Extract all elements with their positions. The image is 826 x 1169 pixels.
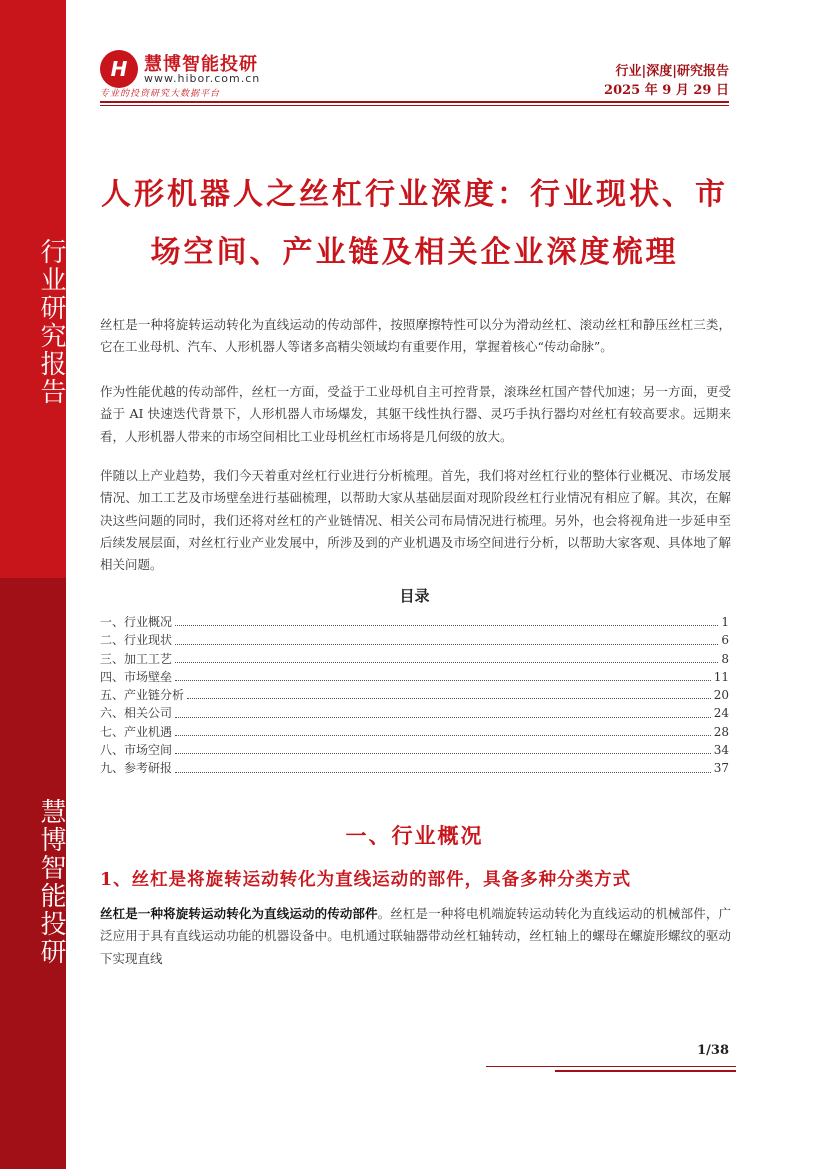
toc-item-label: 三、加工工艺: [100, 651, 173, 666]
toc-leader: [175, 723, 711, 736]
toc-item-label: 一、行业概况: [100, 615, 173, 629]
toc-item[interactable]: [100, 723, 729, 741]
toc-leader: [175, 631, 718, 644]
toc-item-page: 20: [713, 688, 729, 703]
toc-item-page: 8: [721, 651, 729, 666]
page-number: 1/38: [697, 1043, 729, 1058]
toc-item-label: 八、市场空间: [100, 743, 173, 758]
toc-item[interactable]: [100, 668, 729, 686]
sidebar-brand: 慧博智能投研: [36, 798, 66, 966]
report-category: 行业|深度|研究报告: [615, 64, 729, 79]
intro-paragraph-2: 作为性能优越的传动部件，丝杠一方面，受益于工业母机自主可控背景，滚珠丝杠国产替代加速；另一方面，更受益于 AI 快速迭代背景下，人形机器人市场爆发，其躯干线性执行器、灵巧手执行器均对丝杠有较高要求。远期来看，人形机器人带来的市场空间相比工业母机丝杠市场将是几何级的放大。: [100, 384, 731, 444]
toc-item[interactable]: [100, 704, 729, 722]
toc-leader: [175, 759, 711, 772]
toc-item-page: 1: [721, 615, 729, 629]
logo-name: 慧博智能投研: [144, 54, 258, 75]
toc-leader: [175, 741, 711, 754]
header-meta: [604, 62, 729, 100]
toc-item-label: 六、相关公司: [100, 706, 173, 721]
toc-item-page: 24: [713, 706, 729, 721]
toc-item-label: 四、市场壁垒: [100, 669, 173, 684]
toc-item-label: 二、行业现状: [100, 633, 173, 648]
toc-item-label: 七、产业机遇: [100, 724, 173, 739]
sidebar-report-type: 行业研究报告: [36, 238, 66, 406]
toc-item[interactable]: [100, 650, 729, 668]
toc-item[interactable]: [100, 759, 729, 777]
footer-divider-thick: [555, 1070, 736, 1072]
toc-leader: [175, 613, 718, 626]
report-title: 人形机器人之丝杠行业深度：行业现状、市场空间、产业链及相关企业深度梳理: [101, 177, 728, 270]
toc-item-page: 11: [713, 669, 729, 684]
section-body-text: 。丝杠是一种将电机端旋转运动转化为直线运动的机械部件，广泛应用于具有直线运动功能的机器设备中。电机通过联轴器带动丝杠轴转动，丝杠轴上的螺母在螺旋形螺纹的驱动下实现直线: [100, 906, 731, 966]
footer-divider: [486, 1066, 736, 1067]
toc-item[interactable]: [100, 686, 729, 704]
toc-item-page: 37: [713, 761, 729, 776]
toc-title: 目录: [399, 587, 430, 605]
section-lead-bold: 丝杠是一种将旋转运动转化为直线运动的传动部件: [100, 906, 378, 921]
intro-paragraph-3: 伴随以上产业趋势，我们今天着重对丝杠行业进行分析梳理。首先，我们将对丝杠行业的整体行业概况、市场发展情况、加工工艺及市场壁垒进行基础梳理，以帮助大家从基础层面对现阶段丝杠行业情况有相应了解。其次，在解决这些问题的同时，我们还将对丝杠的产业链情况、相关公司布局情况进行梳理。另外，也会将视角进一步延申至后续发展层面，对丝杠行业产业发展中，所涉及到的产业机遇及市场空间进行分析，以帮助大家客观、具体地了解相关问题。: [100, 468, 731, 573]
section-body: [100, 903, 731, 970]
toc-leader: [175, 650, 718, 663]
table-of-contents: [100, 613, 729, 778]
toc-item-page: 6: [721, 633, 729, 648]
section-subheading: 1、丝杠是将旋转运动转化为直线运动的部件，具备多种分类方式: [100, 870, 632, 890]
header-divider-thin: [100, 105, 729, 106]
toc-item-page: 34: [713, 743, 729, 758]
toc-item[interactable]: [100, 613, 729, 631]
logo-slogan: 专业的投资研究大数据平台: [100, 89, 221, 99]
toc-item[interactable]: [100, 741, 729, 759]
toc-leader: [175, 704, 711, 717]
toc-leader: [187, 686, 711, 699]
toc-item-label: 五、产业链分析: [100, 688, 185, 703]
header-divider: [100, 101, 729, 103]
logo-url: www.hibor.com.cn: [144, 72, 261, 85]
report-date: 2025 年 9 月 29 日: [604, 83, 729, 98]
logo-mark-icon: H: [100, 50, 138, 88]
toc-item-page: 28: [713, 724, 729, 739]
toc-leader: [175, 668, 711, 681]
toc-item-label: 九、参考研报: [100, 761, 173, 776]
brand-logo: [100, 50, 400, 100]
intro-paragraph-1: 丝杠是一种将旋转运动转化为直线运动的传动部件，按照摩擦特性可以分为滑动丝杠、滚动丝杠和静压丝杠三类，它在工业母机、汽车、人形机器人等诸多高精尖领域均有重要作用，掌握着核心“传动命脉”。: [100, 317, 731, 355]
toc-item[interactable]: [100, 631, 729, 649]
section-heading: 一、行业概况: [345, 823, 484, 848]
